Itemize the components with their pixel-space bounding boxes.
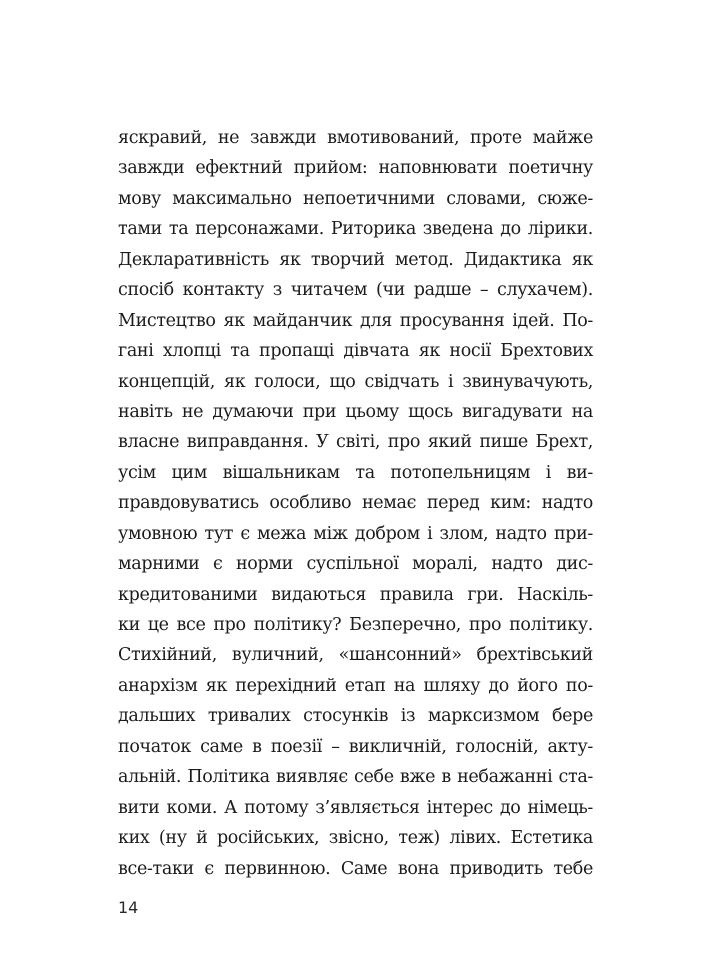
- text-line: альній. Політика виявляє себе вже в небажанні ста-: [118, 767, 593, 788]
- text-line: марними є норми суспільної моралі, надто дис-: [118, 554, 593, 575]
- text-line: Декларативність як творчий метод. Дидактика як: [118, 249, 593, 270]
- text-line: гані хлопці та пропащі дівчата як носії Брехтових: [118, 341, 593, 362]
- text-line: умовною тут є межа між добром і злом, надто при-: [118, 523, 593, 544]
- text-line: анархізм як перехідний етап на шляху до його по-: [118, 675, 593, 696]
- page-number: 14: [118, 898, 139, 917]
- text-line: мову максимально непоетичними словами, сюже-: [118, 188, 593, 209]
- text-line: ких (ну й російських, звісно, теж) лівих. Естетика: [118, 828, 593, 849]
- text-line: правдовуватись особливо немає перед ким: надто: [118, 493, 593, 514]
- text-line: ки це все про політику? Безперечно, про політику.: [118, 615, 593, 635]
- text-line: тами та персонажами. Риторика зведена до лірики.: [118, 219, 593, 240]
- text-line: яскравий, не завжди вмотивований, проте майже: [118, 128, 593, 148]
- text-line: вити коми. А потому з’являється інтерес до німець-: [118, 797, 593, 818]
- text-line: кредитованими видаються правила гри. Наскіль-: [118, 584, 593, 605]
- text-line: усім цим вішальникам та потопельницям і ви-: [118, 462, 593, 483]
- text-line: власне виправдання. У світі, про який пише Брехт,: [118, 432, 593, 453]
- text-line: спосіб контакту з читачем (чи радше – слухачем).: [118, 280, 593, 301]
- text-line: завжди ефектний прийом: наповнювати поетичну: [118, 158, 593, 179]
- text-line: Мистецтво як майданчик для просування ідей. По-: [118, 310, 593, 331]
- text-line: початок саме в поезії – викличній, голосній, акту-: [118, 736, 593, 757]
- text-line: Стихійний, вуличний, «шансонний» брехтівський: [118, 645, 593, 666]
- text-line: дальших тривалих стосунків із марксизмом бере: [118, 706, 593, 727]
- body-text: [118, 123, 593, 884]
- text-line: все-таки є первинною. Саме вона приводить тебе: [118, 858, 593, 879]
- text-line: концепцій, як голоси, що свідчать і звинувачують,: [118, 371, 593, 392]
- text-line: навіть не думаючи при цьому щось вигадувати на: [118, 401, 593, 422]
